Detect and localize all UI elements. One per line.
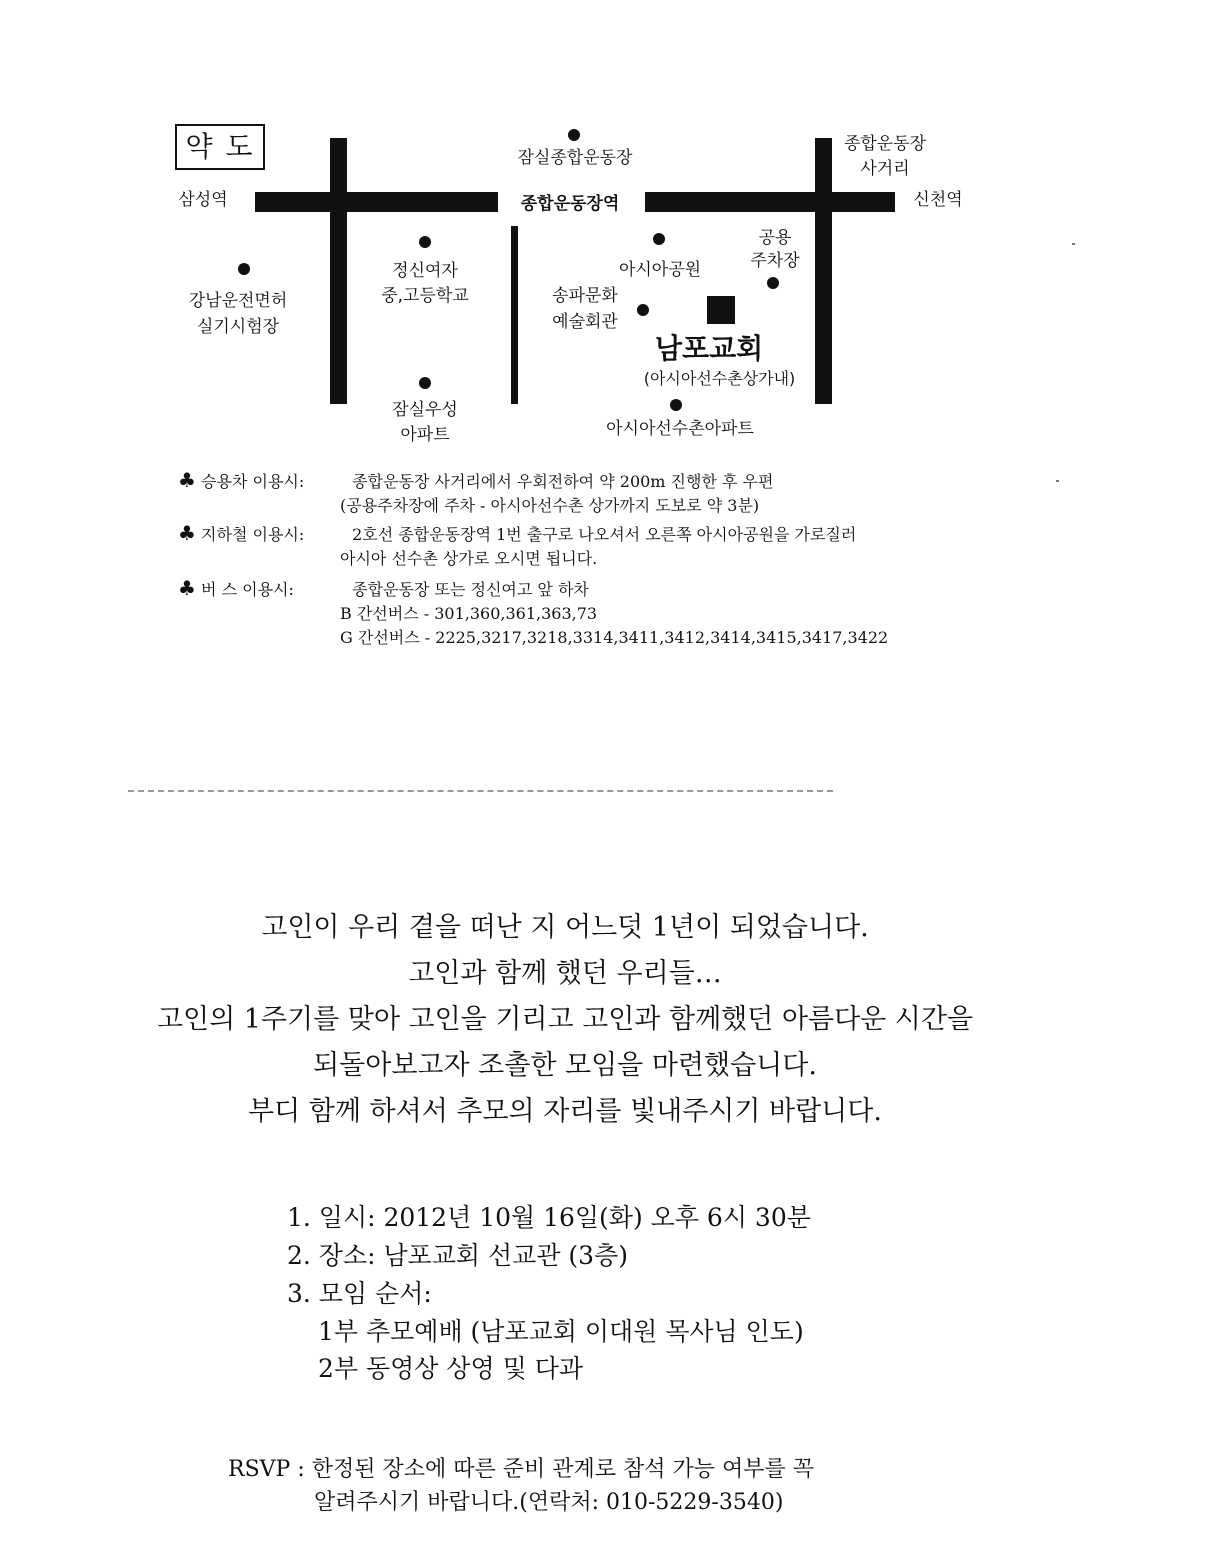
direction-bus	[178, 576, 888, 650]
club-icon: ♣	[178, 521, 196, 545]
rsvp-line-2: 알려주시기 바랍니다.(연락처: 010-5229-3540)	[314, 1490, 784, 1515]
asia-village-apt-marker	[670, 399, 682, 411]
label-songpa-arts-2: 예술회관	[552, 312, 618, 332]
direction-subway-line2: 아시아 선수촌 상가로 오시면 됩니다.	[340, 549, 598, 568]
church-marker	[707, 296, 735, 324]
label-stadium-station: 종합운동장역	[520, 194, 620, 214]
message-line-5: 부디 함께 하셔서 추모의 자리를 빛내주시기 바랍니다.	[248, 1096, 882, 1127]
message-line-1: 고인이 우리 곁을 떠난 지 어느덧 1년이 되었습니다.	[261, 912, 869, 943]
direction-bus-line3: G 간선버스 - 2225,3217,3218,3314,3411,3412,3414,3415,3417,3422	[340, 628, 889, 647]
detail-order-2: 2부 동영상 상영 및 다과	[318, 1354, 584, 1383]
direction-bus-line2: B 간선버스 - 301,360,361,363,73	[340, 604, 598, 623]
message-line-4: 되돌아보고자 조촐한 모임을 마련했습니다.	[313, 1050, 817, 1081]
direction-bus-head: 버 스 이용시:	[201, 580, 294, 599]
direction-car	[178, 468, 773, 518]
label-gangnam-license-1: 강남운전면허	[188, 291, 288, 311]
label-jeongsin-school-1: 정신여자	[392, 261, 458, 281]
direction-bus-line1: 종합운동장 또는 정신여고 앞 하차	[352, 580, 589, 599]
label-stadium-intersection-1: 종합운동장	[843, 134, 927, 154]
label-jeongsin-school-2: 중,고등학교	[381, 286, 469, 306]
club-icon: ♣	[178, 576, 196, 600]
detail-order-title: 3. 모임 순서:	[287, 1279, 432, 1308]
direction-car-line2: (공용주차장에 주차 - 아시아선수촌 상가까지 도보로 약 3분)	[340, 496, 760, 515]
message-line-3: 고인의 1주기를 맞아 고인을 기리고 고인과 함께했던 아름다운 시간을	[156, 1004, 974, 1035]
gangnam-license-marker	[238, 263, 250, 275]
scan-speck	[1056, 480, 1059, 482]
direction-subway-line1: 2호선 종합운동장역 1번 출구로 나오셔서 오른쪽 아시아공원을 가로질러	[352, 525, 857, 544]
rsvp-line-1: RSVP : 한정된 장소에 따른 준비 관계로 참석 가능 여부를 꼭	[228, 1457, 814, 1482]
road-vertical-middle	[511, 226, 518, 404]
label-stadium-intersection-2: 사거리	[860, 159, 910, 179]
detail-order-1: 1부 추모예배 (남포교회 이대원 목사님 인도)	[318, 1317, 804, 1346]
jamsil-stadium-marker	[568, 129, 580, 141]
jeongsin-school-marker	[419, 236, 431, 248]
label-public-parking-2: 주차장	[750, 251, 800, 271]
direction-car-head: 승용차 이용시:	[201, 472, 305, 491]
detail-date: 1. 일시: 2012년 10월 16일(화) 오후 6시 30분	[287, 1203, 811, 1232]
map-title: 약 도	[175, 124, 265, 170]
jamsil-woosung-marker	[419, 377, 431, 389]
fold-divider	[128, 790, 833, 792]
direction-subway-head: 지하철 이용시:	[201, 525, 305, 544]
direction-car-line1: 종합운동장 사거리에서 우회전하여 약 200m 진행한 후 우편	[352, 472, 774, 491]
label-gangnam-license-2: 실기시험장	[196, 317, 280, 337]
label-asia-village-apt: 아시아선수촌아파트	[606, 419, 754, 439]
asia-park-marker	[653, 233, 665, 245]
label-church-name: 남포교회	[655, 332, 764, 365]
direction-subway	[178, 521, 856, 571]
message-line-2: 고인과 함께 했던 우리들…	[408, 958, 722, 989]
label-jamsil-woosung-2: 아파트	[400, 425, 450, 445]
road-vertical-left	[330, 138, 347, 404]
label-songpa-arts-1: 송파문화	[552, 286, 618, 306]
detail-place: 2. 장소: 남포교회 선교관 (3층)	[287, 1241, 628, 1270]
label-sincheon-station: 신천역	[913, 190, 963, 210]
label-church-sub: (아시아선수촌상가내)	[643, 369, 796, 388]
label-samseong-station: 삼성역	[178, 190, 228, 210]
label-jamsil-stadium: 잠실종합운동장	[517, 148, 633, 168]
label-asia-park: 아시아공원	[618, 260, 702, 280]
road-horizontal-left	[255, 192, 498, 212]
club-icon: ♣	[178, 468, 196, 492]
songpa-arts-marker	[637, 304, 649, 316]
label-public-parking-1: 공용	[758, 228, 792, 248]
road-horizontal-right	[645, 192, 895, 212]
scan-speck	[1072, 243, 1075, 245]
label-jamsil-woosung-1: 잠실우성	[392, 400, 458, 420]
public-parking-marker	[767, 277, 779, 289]
